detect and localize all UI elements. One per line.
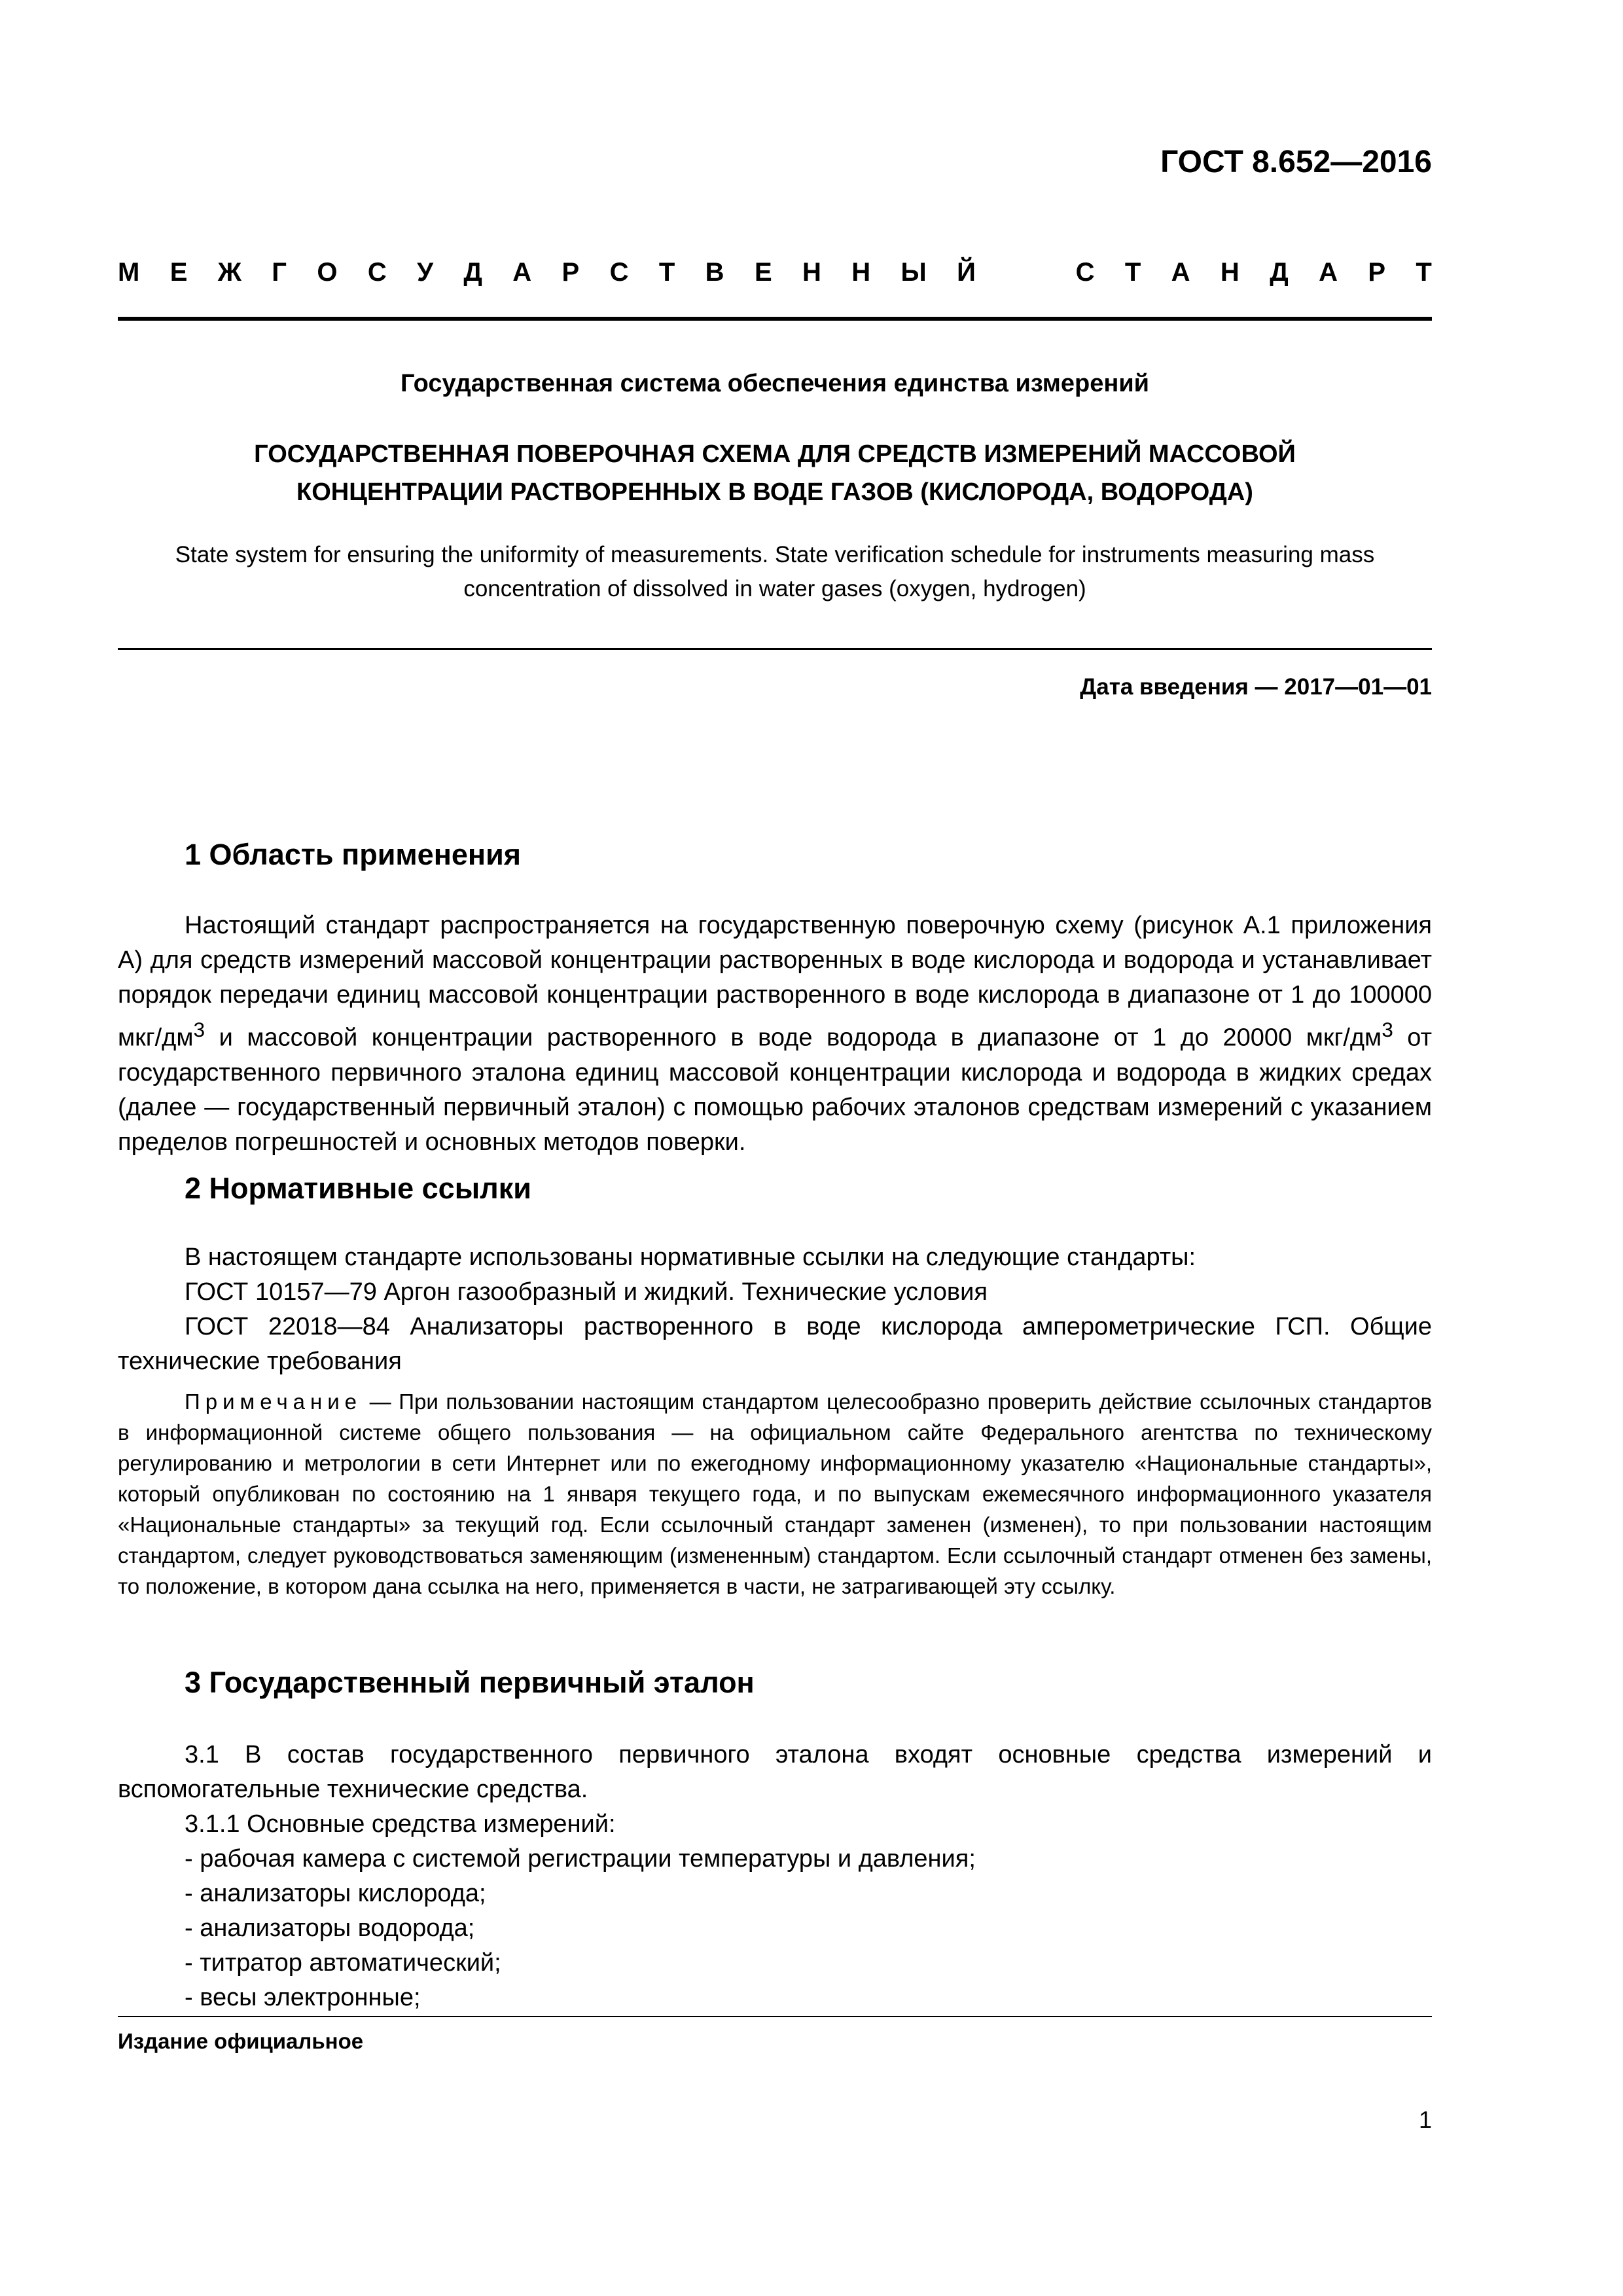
banner-letter: Ж: [217, 258, 241, 287]
banner-letter: Ы: [901, 258, 927, 287]
header-divider: [118, 317, 1432, 321]
banner-letter: А: [1319, 258, 1338, 287]
note-label: Примечание: [185, 1390, 363, 1414]
banner-letter: Д: [463, 258, 482, 287]
title-en-line: concentration of dissolved in water gases (oxygen, hydrogen): [463, 576, 1086, 601]
list-item: - весы электронные;: [185, 1984, 421, 2011]
references-note: [118, 1386, 1432, 1602]
section-1-paragraph: Настоящий стандарт распространяется на государственную поверочную схему (рисунок А.1 приложения А) для средств измерений массовой концентрации растворенных в воде кислорода и водорода и устанавливает порядок передачи единиц массовой концентрации растворенного в воде кислорода в диапазоне от 1 до 100000 мкг/$дм^3$ и массовой концентрации растворенного в воде водорода в диапазоне от 1 до 20000 мкг/$дм^3$ от государственного первичного эталона единиц массовой концентрации кислорода и водорода в жидких средах (далее — государственный первичный эталон) с помощью рабочих эталонов средствам измерений с указанием пределов погрешностей и основных методов поверки.: [118, 912, 1433, 1156]
banner-letter: М: [118, 258, 140, 287]
section-2-heading: 2 Нормативные ссылки: [185, 1172, 531, 1205]
banner-letter: Р: [1368, 258, 1386, 287]
banner-letter: А: [512, 258, 532, 287]
banner-letter: Н: [802, 258, 821, 287]
list-item: - анализаторы кислорода;: [185, 1880, 486, 1907]
official-edition-label: Издание официальное: [118, 2029, 364, 2053]
gost-number: ГОСТ 8.652—2016: [1160, 145, 1432, 179]
section-3-heading: 3 Государственный первичный эталон: [185, 1666, 755, 1699]
banner-word-gap: [1006, 258, 1045, 287]
banner-letter: Т: [1124, 258, 1141, 287]
banner-letter: Д: [1270, 258, 1289, 287]
banner-letter: В: [705, 258, 724, 287]
document-title-ru: [118, 435, 1432, 511]
title-ru-line: ГОСУДАРСТВЕННАЯ ПОВЕРОЧНАЯ СХЕМА ДЛЯ СРЕДСТВ ИЗМЕРЕНИЙ МАССОВОЙ: [254, 440, 1296, 468]
section-1-heading: 1 Область применения: [185, 838, 522, 871]
references-intro: В настоящем стандарте использованы нормативные ссылки на следующие стандарты:: [185, 1244, 1196, 1271]
list-item: - анализаторы водорода;: [185, 1914, 475, 1942]
banner-letter: Г: [272, 258, 287, 287]
introduction-date: Дата введения — 2017—01—01: [1080, 674, 1432, 700]
banner-letter: Н: [851, 258, 871, 287]
reference-item: ГОСТ 22018—84 Анализаторы растворенного в воде кислорода амперометрические ГСП. Общие технические требования: [118, 1313, 1432, 1375]
interstate-standard-banner: [118, 258, 1432, 287]
title-ru-line: КОНЦЕНТРАЦИИ РАСТВОРЕННЫХ В ВОДЕ ГАЗОВ (КИСЛОРОДА, ВОДОРОДА): [296, 478, 1253, 506]
banner-letter: С: [367, 258, 387, 287]
banner-letter: Р: [562, 258, 580, 287]
list-item: - титратор автоматический;: [185, 1949, 501, 1977]
banner-letter: А: [1171, 258, 1190, 287]
footer-divider: [118, 2016, 1432, 2017]
banner-letter: С: [609, 258, 629, 287]
document-title-en: [118, 538, 1432, 606]
paragraph-3-1: 3.1 В состав государственного первичного эталона входят основные средства измерений и вспомогательные технические средства.: [118, 1741, 1432, 1803]
banner-letter: С: [1075, 258, 1095, 287]
banner-letter: Н: [1220, 258, 1240, 287]
note-text: — При пользовании настоящим стандартом целесообразно проверить действие ссылочных стандартов в информационной системе общего пользования — на официальном сайте Федерального агентства по техническому регулированию и метрологии в сети Интернет или по ежегодному информационному указателю «Национальные стандарты», который опубликован по состоянию на 1 января текущего года, и по выпускам ежемесячного информационного указателя «Национальные стандарты» за текущий год. Если ссылочный стандарт заменен (изменен), то при пользовании настоящим стандартом, следует руководствоваться заменяющим (измененным) стандартом. Если ссылочный стандарт отменен без замены, то положение, в котором дана ссылка на него, применяется в части, не затрагивающей эту ссылку.: [118, 1390, 1432, 1598]
banner-letter: Е: [169, 258, 188, 287]
banner-letter: Е: [754, 258, 772, 287]
title-divider: [118, 648, 1432, 650]
title-en-line: State system for ensuring the uniformity of measurements. State verification schedule for instruments measuring mass: [175, 542, 1375, 567]
banner-letter: Т: [1416, 258, 1432, 287]
system-title: Государственная система обеспечения единства измерений: [400, 370, 1150, 397]
paragraph-3-1-1: 3.1.1 Основные средства измерений:: [185, 1810, 616, 1838]
page-number: 1: [1418, 2106, 1432, 2133]
banner-letter: У: [417, 258, 434, 287]
banner-letter: Т: [658, 258, 675, 287]
banner-letter: О: [317, 258, 338, 287]
list-item: - рабочая камера с системой регистрации температуры и давления;: [185, 1845, 976, 1873]
reference-item: ГОСТ 10157—79 Аргон газообразный и жидкий. Технические условия: [185, 1278, 988, 1306]
banner-letter: Й: [957, 258, 976, 287]
